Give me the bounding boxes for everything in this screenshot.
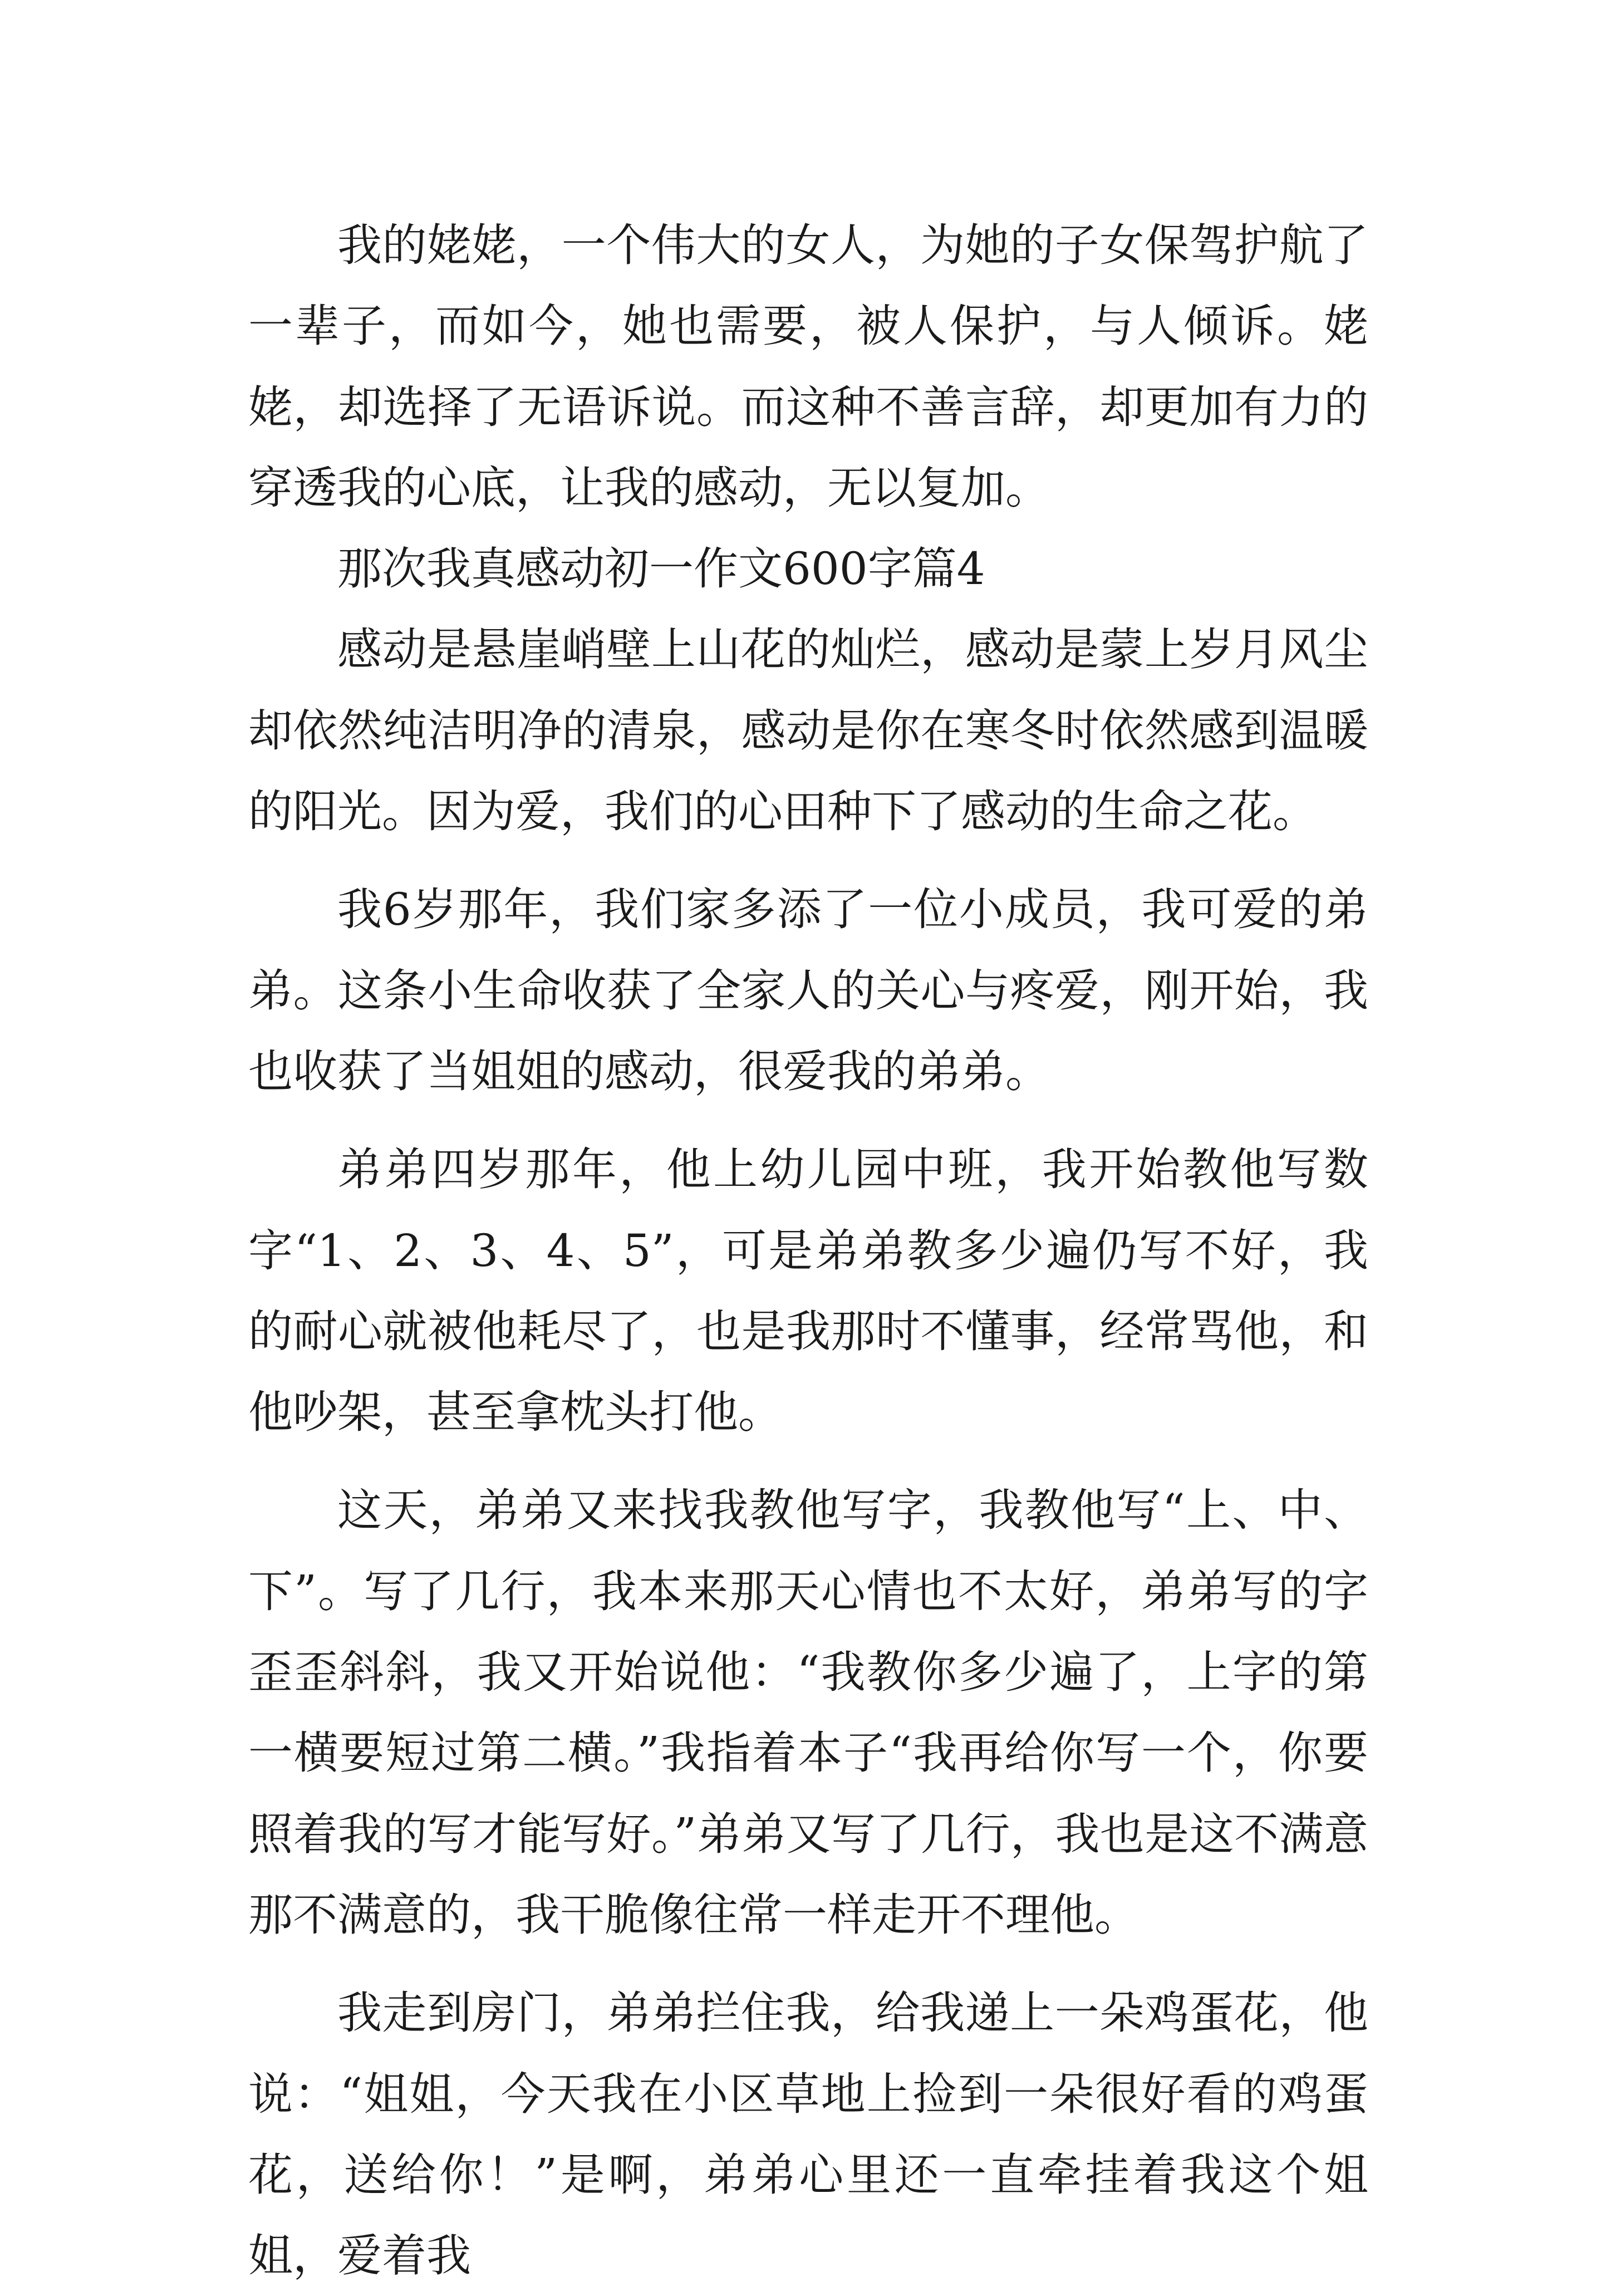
document-page — [248, 205, 1368, 2296]
paragraph-intro: 感动是悬崖峭壁上山花的灿烂，感动是蒙上岁月风尘却依然纯洁明净的清泉，感动是你在寒冬时依然感到温暖的阳光。因为爱，我们的心田种下了感动的生命之花。 — [248, 624, 1368, 838]
paragraph-grandma-conclusion: 我的姥姥，一个伟大的女人，为她的子女保驾护航了一辈子，而如今，她也需要，被人保护，与人倾诉。姥姥，却选择了无语诉说。而这种不善言辞，却更加有力的穿透我的心底，让我的感动，无以复加。 — [248, 219, 1368, 514]
paragraph-brother-born: 我6岁那年，我们家多添了一位小成员，我可爱的弟弟。这条小生命收获了全家人的关心与疼爱，刚开始，我也收获了当姐姐的感动，很爱我的弟弟。 — [248, 884, 1368, 1097]
essay-heading: 那次我真感动初一作文600字篇4 — [337, 543, 985, 595]
paragraph-teaching-characters: 这天，弟弟又来找我教他写字，我教他写“上、中、下”。写了几行，我本来那天心情也不太好，弟弟写的字歪歪斜斜，我又开始说他：“我教你多少遍了，上字的第一横要短过第二横。”我指着本子“我再给你写一个，你要照着我的写才能写好。”弟弟又写了几行，我也是这不满意那不满意的，我干脆像往常一样走开不理他。 — [248, 1484, 1368, 1941]
paragraph-flower-gift: 我走到房门，弟弟拦住我，给我递上一朵鸡蛋花，他说：“姐姐，今天我在小区草地上捡到一朵很好看的鸡蛋花，送给你！”是啊，弟弟心里还一直牵挂着我这个姐姐，爱着我 — [248, 1987, 1368, 2282]
paragraph-teaching-numbers: 弟弟四岁那年，他上幼儿园中班，我开始教他写数字“1、2、3、4、5”，可是弟弟教多少遍仍写不好，我的耐心就被他耗尽了，也是我那时不懂事，经常骂他，和他吵架，甚至拿枕头打他。 — [248, 1144, 1368, 1439]
